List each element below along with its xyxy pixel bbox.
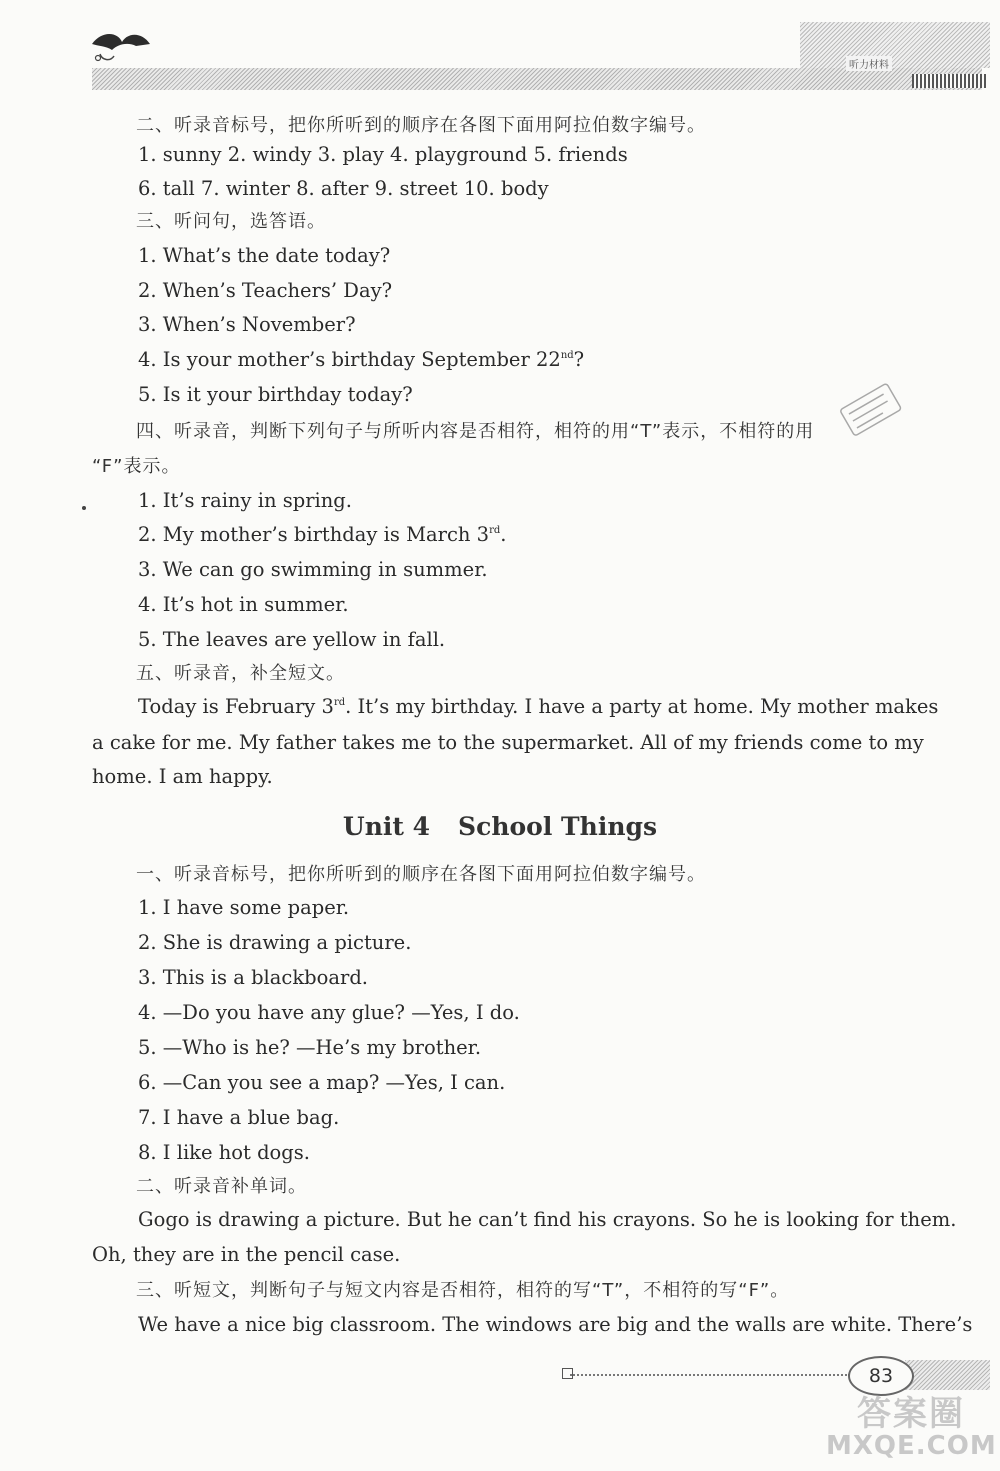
section-heading: 五、听录音，补全短文。 — [136, 663, 345, 684]
line-text: 4. Is your mother’s birthday September 22 — [138, 348, 561, 371]
unit-title — [0, 812, 1000, 841]
sentence-line: 7. I have a blue bag. — [138, 1106, 340, 1129]
page-number: 83 — [848, 1356, 914, 1396]
sentence-line: 8. I like hot dogs. — [138, 1141, 310, 1164]
sentence-line: 5. —Who is he? —He’s my brother. — [138, 1036, 482, 1059]
line-text: 2. My mother’s birthday is March 3 — [138, 523, 490, 546]
question-line: 5. Is it your birthday today? — [138, 383, 413, 406]
statement-line: 5. The leaves are yellow in fall. — [138, 628, 446, 651]
line-tail: . It’s my birthday. I have a party at home. My mother makes — [345, 695, 939, 718]
unit-name: School Things — [458, 812, 658, 841]
ordinal-suffix: rd — [489, 525, 501, 536]
passage-line: home. I am happy. — [92, 765, 273, 788]
question-line: 1. What’s the date today? — [138, 244, 391, 267]
statement-line: 1. It’s rainy in spring. — [138, 489, 352, 512]
section-heading: 四、听录音，判断下列句子与所听内容是否相符，相符的用“T”表示，不相符的用 — [136, 421, 815, 442]
section-heading: 三、听短文，判断句子与短文内容是否相符，相符的写“T”，不相符的写“F”。 — [136, 1280, 790, 1301]
statement-line: 3. We can go swimming in summer. — [138, 558, 488, 581]
section-heading: 二、听录音标号，把你所听到的顺序在各图下面用阿拉伯数字编号。 — [136, 115, 706, 136]
section-heading: 二、听录音补单词。 — [136, 1176, 307, 1197]
word-list-line: 6. tall 7. winter 8. after 9. street 10. body — [138, 177, 549, 200]
question-line: 3. When’s November? — [138, 313, 356, 336]
ordinal-suffix: nd — [560, 350, 574, 361]
sailboat-logo-icon — [88, 26, 158, 66]
passage-line: We have a nice big classroom. The windows are big and the walls are white. There’s — [138, 1313, 973, 1336]
word-list-line: 1. sunny 2. windy 3. play 4. playground 5. friends — [138, 143, 628, 166]
line-tail: . — [500, 523, 507, 546]
sentence-line: 3. This is a blackboard. — [138, 966, 369, 989]
stamp-seal-icon — [832, 380, 912, 440]
header-label: 听力材料 — [846, 56, 892, 71]
passage-line — [138, 695, 938, 719]
passage-line: a cake for me. My father takes me to the supermarket. All of my friends come to my — [92, 731, 924, 754]
sentence-line: 4. —Do you have any glue? —Yes, I do. — [138, 1001, 520, 1024]
sentence-line: 6. —Can you see a map? —Yes, I can. — [138, 1071, 506, 1094]
sentence-line: 1. I have some paper. — [138, 896, 350, 919]
stray-mark — [82, 506, 86, 510]
watermark — [826, 1386, 996, 1461]
section-heading: 三、听问句，选答语。 — [136, 211, 326, 232]
ordinal-suffix: rd — [333, 697, 346, 708]
unit-number: Unit 4 — [342, 812, 431, 841]
watermark-url: MXQE.COM — [826, 1431, 997, 1461]
section-heading: 一、听录音标号，把你所听到的顺序在各图下面用阿拉伯数字编号。 — [136, 864, 706, 885]
section-heading-cont: “F”表示。 — [92, 456, 181, 477]
passage-line: Oh, they are in the pencil case. — [92, 1243, 401, 1266]
statement-line: 4. It’s hot in summer. — [138, 593, 349, 616]
statement-line — [138, 523, 506, 547]
page-header — [0, 0, 1000, 100]
header-band — [92, 68, 982, 90]
line-text: Today is February 3 — [138, 695, 334, 718]
question-line — [138, 348, 584, 372]
barcode-stripes — [912, 74, 988, 88]
footer-dotted-rule — [570, 1374, 850, 1376]
question-line: 2. When’s Teachers’ Day? — [138, 279, 393, 302]
watermark-text: 答案圈 — [857, 1394, 965, 1434]
header-pattern — [800, 22, 990, 68]
line-tail: ? — [573, 348, 585, 371]
sentence-line: 2. She is drawing a picture. — [138, 931, 412, 954]
passage-line: Gogo is drawing a picture. But he can’t find his crayons. So he is looking for them. — [138, 1208, 957, 1231]
